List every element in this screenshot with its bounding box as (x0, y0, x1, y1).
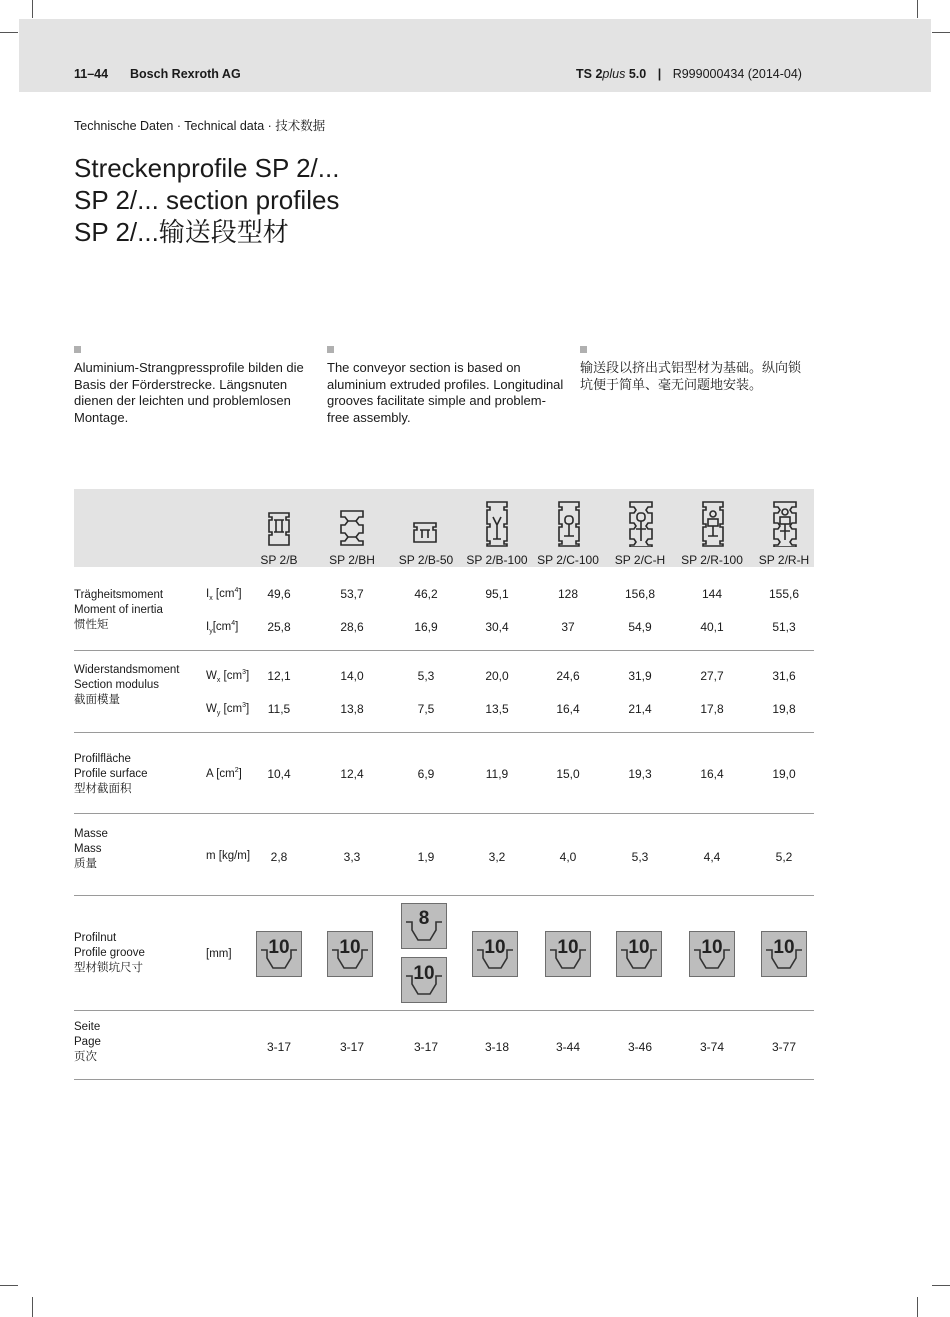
table-cell: 24,6 (556, 669, 580, 683)
row-label-en: Profile groove (74, 947, 145, 959)
table-cell: 51,3 (772, 620, 796, 634)
row-divider (74, 1079, 814, 1080)
profile-sp2r100-icon (698, 499, 728, 547)
row-label-de: Seite (74, 1021, 101, 1033)
header-band (19, 19, 931, 92)
table-cell: 5,3 (417, 669, 435, 683)
row-label-groove (74, 931, 145, 976)
profile-sp2c100-icon (554, 499, 584, 547)
row-label-en: Moment of inertia (74, 604, 163, 616)
page-number: 11–44 (74, 67, 109, 81)
page-ref: 3-77 (771, 1040, 797, 1054)
row-label-en: Profile surface (74, 768, 148, 780)
row-label-zh: 质量 (74, 858, 97, 870)
profile-name: SP 2/R-H (758, 553, 810, 567)
row-label-de: Widerstandsmoment (74, 664, 180, 676)
row-label-zh: 惯性矩 (74, 619, 109, 631)
table-cell: 6,9 (417, 767, 435, 781)
crop-mark (917, 0, 918, 18)
profile-sp2ch-icon (626, 499, 656, 547)
unit-iy: $I_y[cm^4]$ (206, 620, 239, 636)
profile-sp2rh-icon (770, 499, 800, 547)
groove-size: 8 (418, 908, 430, 929)
bullet-square (327, 346, 334, 353)
table-cell: 1,9 (417, 850, 435, 864)
table-cell: 17,8 (700, 702, 724, 716)
table-cell: 14,0 (340, 669, 364, 683)
table-cell: 128 (557, 587, 579, 601)
unit-wx: $W_x$ $[cm^3]$ (206, 669, 250, 685)
row-label-de: Profilfläche (74, 753, 131, 765)
table-cell: 46,2 (414, 587, 438, 601)
table-cell: 15,0 (556, 767, 580, 781)
groove-size: 10 (268, 937, 290, 958)
table-cell: 53,7 (340, 587, 364, 601)
row-divider (74, 732, 814, 733)
crop-mark (0, 1285, 18, 1286)
table-cell: 16,9 (414, 620, 438, 634)
table-cell: 30,4 (485, 620, 509, 634)
page-ref: 3-44 (555, 1040, 581, 1054)
row-label-en: Mass (74, 843, 102, 855)
row-label-inertia (74, 588, 163, 633)
table-cell: 4,4 (703, 850, 721, 864)
row-label-en: Page (74, 1036, 101, 1048)
table-cell: 20,0 (485, 669, 509, 683)
table-cell: 54,9 (628, 620, 652, 634)
table-cell: 156,8 (624, 587, 656, 601)
profile-name: SP 2/BH (329, 553, 375, 567)
row-divider (74, 650, 814, 651)
profile-sp2b-icon (264, 499, 294, 547)
table-cell: 40,1 (700, 620, 724, 634)
profile-sp2b100-icon (482, 499, 512, 547)
profile-name: SP 2/C-H (614, 553, 666, 567)
groove-size: 10 (484, 937, 506, 958)
unit-mass: m [kg/m] (206, 850, 251, 862)
table-cell: 13,8 (340, 702, 364, 716)
groove-symbol (689, 931, 735, 977)
page-ref: 3-18 (484, 1040, 510, 1054)
row-label-area (74, 752, 148, 797)
crop-mark (32, 0, 33, 18)
intro-text-zh: 输送段以挤出式铝型材为基础。纵向锁坑便于简单、毫无问题地安装。 (580, 360, 802, 392)
row-label-de: Trägheitsmoment (74, 589, 164, 601)
row-label-en: Section modulus (74, 679, 160, 691)
table-cell: 12,4 (340, 767, 364, 781)
profile-sp2bh-icon (337, 499, 367, 547)
row-label-mass (74, 827, 108, 872)
table-cell: 21,4 (628, 702, 652, 716)
table-cell: 31,9 (628, 669, 652, 683)
row-label-modulus (74, 663, 179, 708)
table-cell: 16,4 (556, 702, 580, 716)
row-divider (74, 895, 814, 896)
breadcrumb: Technische Daten · Technical data · 技术数据 (74, 119, 326, 133)
table-cell: 12,1 (267, 669, 291, 683)
groove-size: 10 (339, 937, 361, 958)
row-label-de: Masse (74, 828, 108, 840)
row-divider (74, 813, 814, 814)
doc-number: R999000434 (2014-04) (672, 67, 802, 81)
intro-text-en: The conveyor section is based on aluminium extruded profiles. Longitudinal grooves facilitate simple and problem-free assembly. (327, 360, 564, 425)
crop-mark (932, 32, 950, 33)
page-title-en: SP 2/... section profiles (74, 185, 340, 215)
page-ref: 3-46 (627, 1040, 653, 1054)
table-cell: 5,2 (775, 850, 793, 864)
table-cell: 5,3 (631, 850, 649, 864)
row-divider (74, 1010, 814, 1011)
crop-mark (932, 1285, 950, 1286)
product-ts: TS 2 (576, 67, 603, 81)
table-cell: 19,0 (772, 767, 796, 781)
profile-name: SP 2/R-100 (681, 553, 743, 567)
table-cell: 3,2 (488, 850, 506, 864)
groove-symbol (401, 957, 447, 1003)
groove-symbol (327, 931, 373, 977)
doc-info (576, 67, 802, 81)
table-cell: 11,9 (485, 767, 509, 781)
page-title-zh: SP 2/...输送段型材 (74, 217, 289, 247)
groove-symbol (761, 931, 807, 977)
table-cell: 144 (701, 587, 723, 601)
table-cell: 4,0 (559, 850, 577, 864)
intro-en (327, 346, 567, 426)
row-label-de: Profilnut (74, 932, 117, 944)
profile-name: SP 2/C-100 (537, 553, 599, 567)
table-cell: 19,8 (772, 702, 796, 716)
profile-name: SP 2/B-100 (466, 553, 528, 567)
profile-name: SP 2/B-50 (398, 553, 454, 567)
table-cell: 155,6 (768, 587, 800, 601)
header-separator: | (657, 67, 662, 81)
groove-symbol (472, 931, 518, 977)
table-cell: 95,1 (485, 587, 509, 601)
page-ref: 3-17 (266, 1040, 292, 1054)
groove-symbol (545, 931, 591, 977)
table-cell: 11,5 (267, 702, 291, 716)
table-cell: 19,3 (628, 767, 652, 781)
groove-symbol (256, 931, 302, 977)
product-version: 5.0 (628, 67, 647, 81)
groove-symbol (401, 903, 447, 949)
table-cell: 27,7 (700, 669, 724, 683)
unit-groove: [mm] (206, 948, 232, 960)
table-cell: 28,6 (340, 620, 364, 634)
row-label-zh: 型材锁坑尺寸 (74, 962, 143, 974)
row-label-zh: 截面模量 (74, 694, 120, 706)
row-label-page (74, 1020, 101, 1065)
company-name: Bosch Rexroth AG (130, 67, 241, 81)
table-cell: 2,8 (270, 850, 288, 864)
groove-size: 10 (773, 937, 795, 958)
crop-mark (0, 32, 18, 33)
table-cell: 13,5 (485, 702, 509, 716)
table-cell: 25,8 (267, 620, 291, 634)
unit-ix: $I_x$ $[cm^4]$ (206, 587, 242, 603)
table-cell: 49,6 (267, 587, 291, 601)
groove-size: 10 (557, 937, 579, 958)
groove-size: 10 (413, 963, 435, 984)
table-cell: 37 (561, 620, 575, 634)
crop-mark (32, 1297, 33, 1317)
row-label-zh: 型材截面积 (74, 783, 132, 795)
groove-size: 10 (628, 937, 650, 958)
profile-sp2b50-icon (410, 499, 440, 547)
table-cell: 7,5 (417, 702, 435, 716)
page-ref: 3-17 (339, 1040, 365, 1054)
intro-text-de: Aluminium-Strangpressprofile bilden die Basis der Förderstrecke. Längsnuten dienen der leichten und problemlosen Montage. (74, 360, 304, 425)
unit-area: A $[cm^2]$ (206, 767, 242, 780)
bullet-square (580, 346, 587, 353)
table-cell: 3,3 (343, 850, 361, 864)
row-label-zh: 页次 (74, 1051, 97, 1063)
product-plus: plus (602, 67, 626, 81)
unit-wy: $W_y$ $[cm^3]$ (206, 702, 250, 718)
page-title-de: Streckenprofile SP 2/... (74, 153, 340, 183)
table-cell: 16,4 (700, 767, 724, 781)
groove-symbol (616, 931, 662, 977)
bullet-square (74, 346, 81, 353)
table-cell: 10,4 (267, 767, 291, 781)
profile-name: SP 2/B (260, 553, 298, 567)
page-ref: 3-17 (413, 1040, 439, 1054)
crop-mark (917, 1297, 918, 1317)
intro-zh (580, 346, 812, 393)
page-ref: 3-74 (699, 1040, 725, 1054)
table-cell: 31,6 (772, 669, 796, 683)
intro-de (74, 346, 314, 426)
groove-size: 10 (701, 937, 723, 958)
